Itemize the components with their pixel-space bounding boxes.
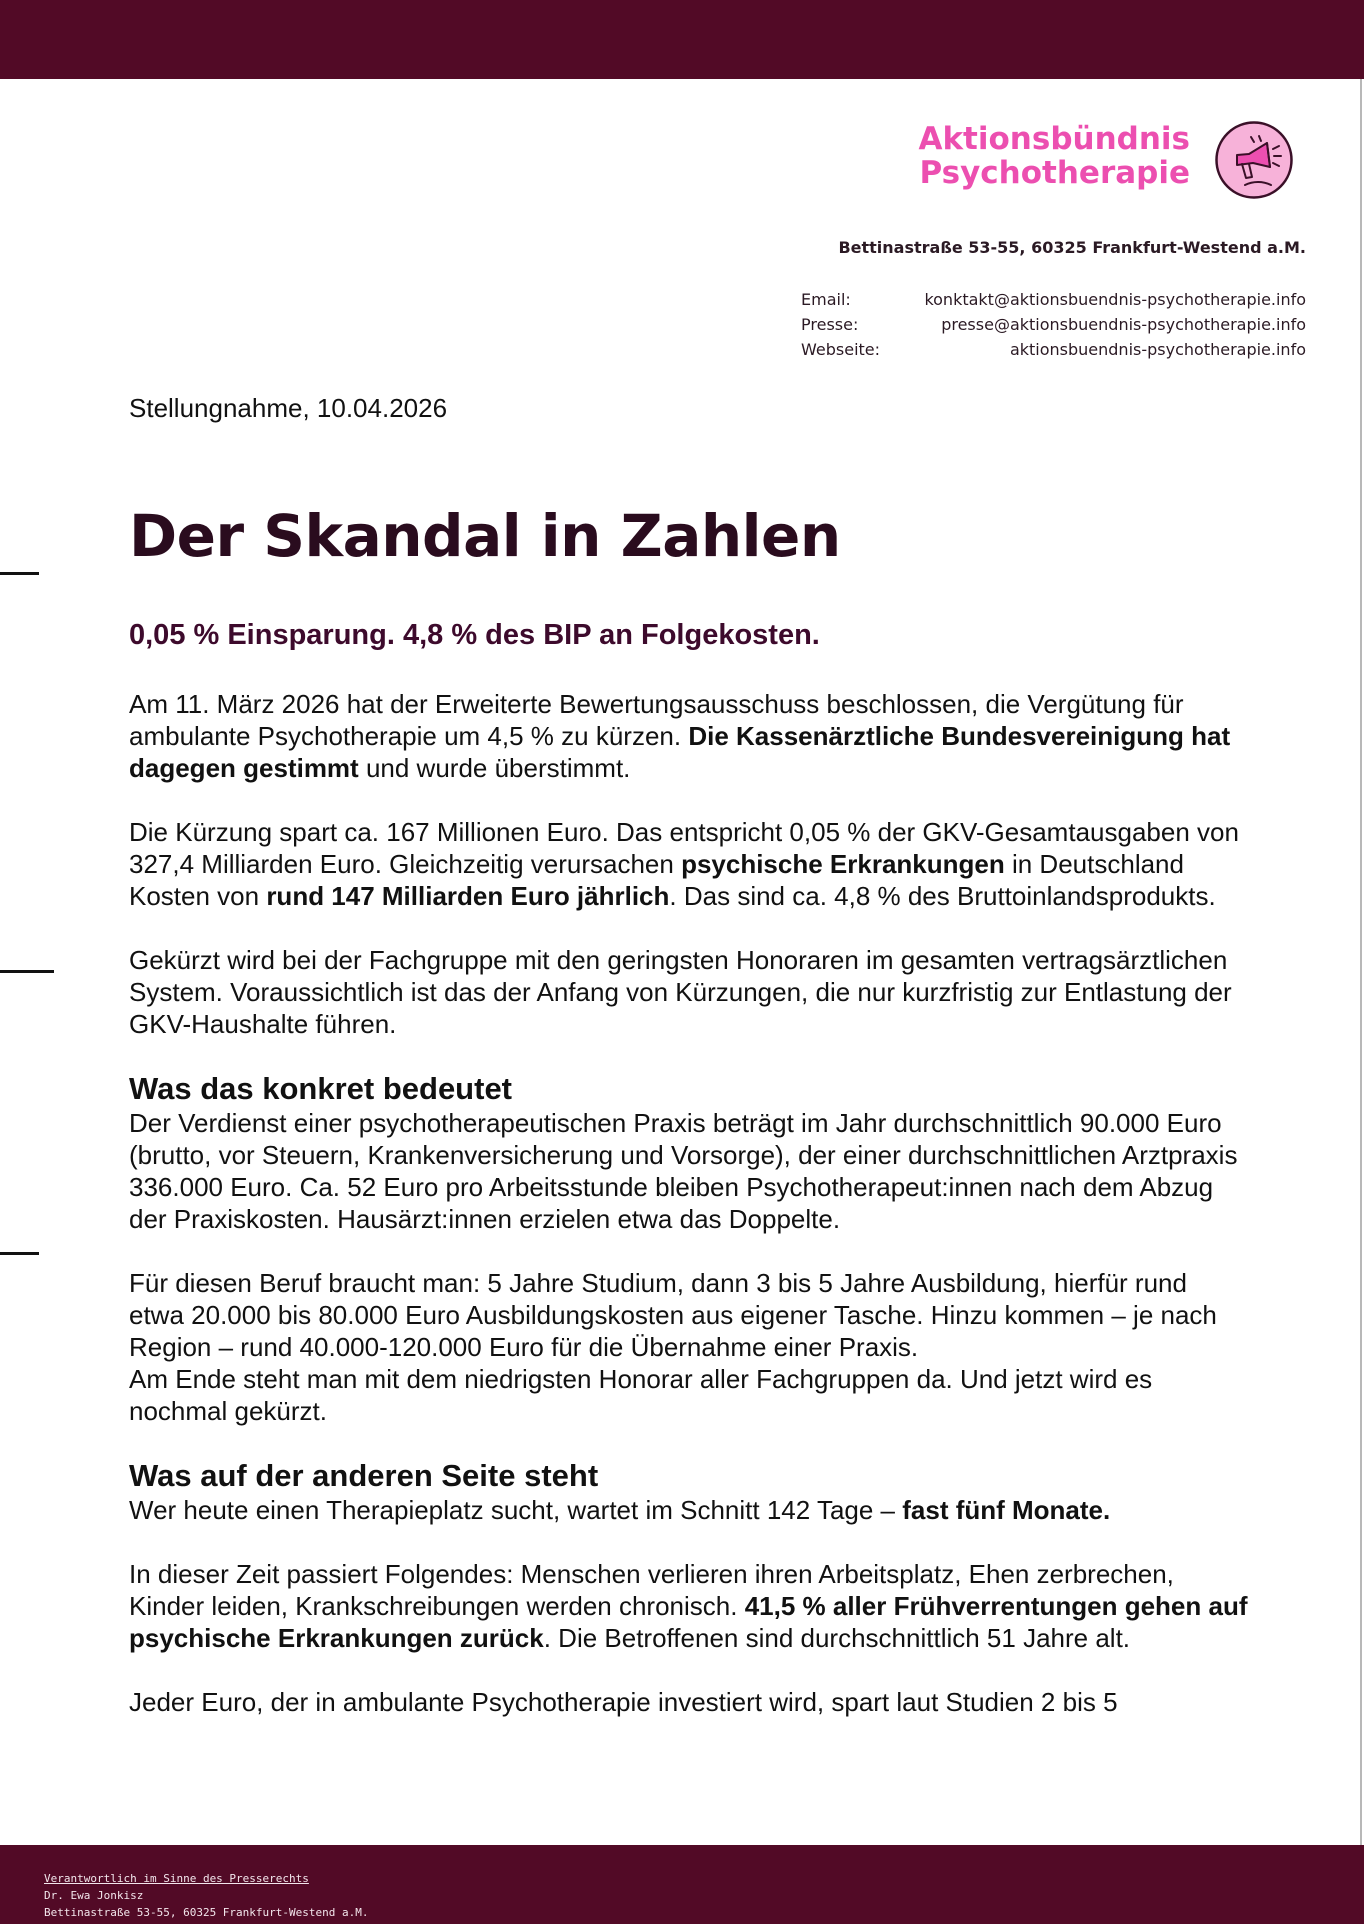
emphasis: 41,5 % aller Frühverrentungen gehen auf psychische Erkrankungen zurück <box>129 1591 1248 1653</box>
contact-email-value[interactable]: konktakt@aktionsbuendnis-psychotherapie.info <box>924 290 1306 309</box>
text: Wer heute einen Therapieplatz sucht, wartet im Schnitt 142 Tage – <box>129 1495 903 1525</box>
contact-website-value[interactable]: aktionsbuendnis-psychotherapie.info <box>1009 340 1306 359</box>
footer-line-address: Bettinastraße 53-55, 60325 Frankfurt-Westend a.M. <box>44 1906 369 1919</box>
contact-website-row <box>801 337 1306 362</box>
header-bar <box>0 0 1364 79</box>
brand-line-2: Psychotherapie <box>919 155 1190 191</box>
paragraph-intro <box>129 688 1249 784</box>
dateline: Stellungnahme, 10.04.2026 <box>129 393 448 423</box>
page-edge <box>1360 79 1362 1845</box>
emphasis: psychische Erkrankungen <box>681 849 1005 879</box>
contact-email-row <box>801 287 1306 312</box>
document-body <box>129 389 1249 1718</box>
letterhead-address: Bettinastraße 53-55, 60325 Frankfurt-Westend a.M. <box>838 238 1306 257</box>
text: Für diesen Beruf braucht man: 5 Jahre Studium, dann 3 bis 5 Jahre Ausbildung, hierfür rund etwa 20.000 bis 80.000 Euro Ausbildungskosten aus eigener Tasche. Hinzu kommen – je nach Region – rund 40.000-120.000 Euro für die Übernahme einer Praxis. <box>129 1268 1217 1362</box>
emphasis: fast fünf Monate. <box>902 1495 1111 1525</box>
fold-mark-bottom <box>0 1252 39 1255</box>
paragraph-folgen <box>129 1558 1249 1654</box>
text: . Die Betroffenen sind durchschnittlich 51 Jahre alt. <box>543 1623 1131 1653</box>
text: . Das sind ca. 4,8 % des Bruttoinlandsprodukts. <box>669 881 1216 911</box>
section-heading-andere-seite: Was auf der anderen Seite steht <box>129 1458 599 1493</box>
text: Die Kürzung spart ca. 167 Millionen Euro. Das entspricht 0,05 % der GKV-Gesamtausgaben von 327,4 Milliarden Euro. Gleichzeitig verursachen <box>129 817 1239 879</box>
emphasis: rund 147 Milliarden Euro jährlich <box>266 881 670 911</box>
paragraph-fachgruppe: Gekürzt wird bei der Fachgruppe mit den geringsten Honoraren im gesamten vertragsärztlichen System. Voraussichtlich ist das der Anfang von Kürzungen, die nur kurzfristig zur Entlastung der GKV-Haushalte führen. <box>129 945 1232 1039</box>
paragraph-costs <box>129 816 1249 912</box>
text: Am Ende steht man mit dem niedrigsten Honorar aller Fachgruppen da. Und jetzt wird es nochmal gekürzt. <box>129 1364 1153 1426</box>
footer-imprint <box>44 1870 369 1921</box>
contact-press-label: Presse: <box>801 315 859 334</box>
contact-press-value[interactable]: presse@aktionsbuendnis-psychotherapie.info <box>941 315 1306 334</box>
emphasis: Die Kassenärztliche Bundesvereinigung hat dagegen gestimmt <box>129 721 1231 783</box>
footer-line-name: Dr. Ewa Jonkisz <box>44 1889 144 1902</box>
megaphone-icon <box>1215 121 1293 199</box>
text: und wurde überstimmt. <box>358 753 631 783</box>
text: In dieser Zeit passiert Folgendes: Menschen verlieren ihren Arbeitsplatz, Ehen zerbrechen, Kinder leiden, Krankschreibungen werden chronisch. <box>129 1559 1174 1621</box>
text: Am 11. März 2026 hat der Erweiterte Bewertungsausschuss beschlossen, die Vergütung für ambulante Psychotherapie um 4,5 % zu kürzen. <box>129 689 1184 751</box>
paragraph-wartezeit <box>129 1494 1249 1526</box>
section-heading-konkret: Was das konkret bedeutet <box>129 1071 513 1106</box>
contact-press-row <box>801 312 1306 337</box>
page-subtitle: 0,05 % Einsparung. 4,8 % des BIP an Folgekosten. <box>129 619 820 651</box>
brand-name <box>890 122 1190 190</box>
fold-mark-middle <box>0 970 54 973</box>
paragraph-investition: Jeder Euro, der in ambulante Psychotherapie investiert wird, spart laut Studien 2 bis 5 <box>129 1687 1118 1717</box>
contact-website-label: Webseite: <box>801 340 881 359</box>
footer-line-responsible: Verantwortlich im Sinne des Presserechts <box>44 1872 309 1885</box>
paragraph-verdienst: Der Verdienst einer psychotherapeutischen Praxis beträgt im Jahr durchschnittlich 90.000 Euro (brutto, vor Steuern, Krankenversicherung und Vorsorge), der einer durchschnittlichen Arztpraxis 336.000 Euro. Ca. 52 Euro pro Arbeitsstunde bleiben Psychotherapeut:innen nach dem Abzug der Praxiskosten. Hausärzt:innen erzielen etwa das Doppelte. <box>129 1108 1238 1234</box>
text: in Deutschland Kosten von <box>129 849 1184 911</box>
paragraph-ausbildung <box>129 1267 1249 1427</box>
fold-mark-top <box>0 572 39 575</box>
brand-line-1: Aktionsbündnis <box>918 121 1190 157</box>
contact-block <box>801 287 1306 362</box>
contact-email-label: Email: <box>801 290 851 309</box>
page-title: Der Skandal in Zahlen <box>129 502 841 570</box>
